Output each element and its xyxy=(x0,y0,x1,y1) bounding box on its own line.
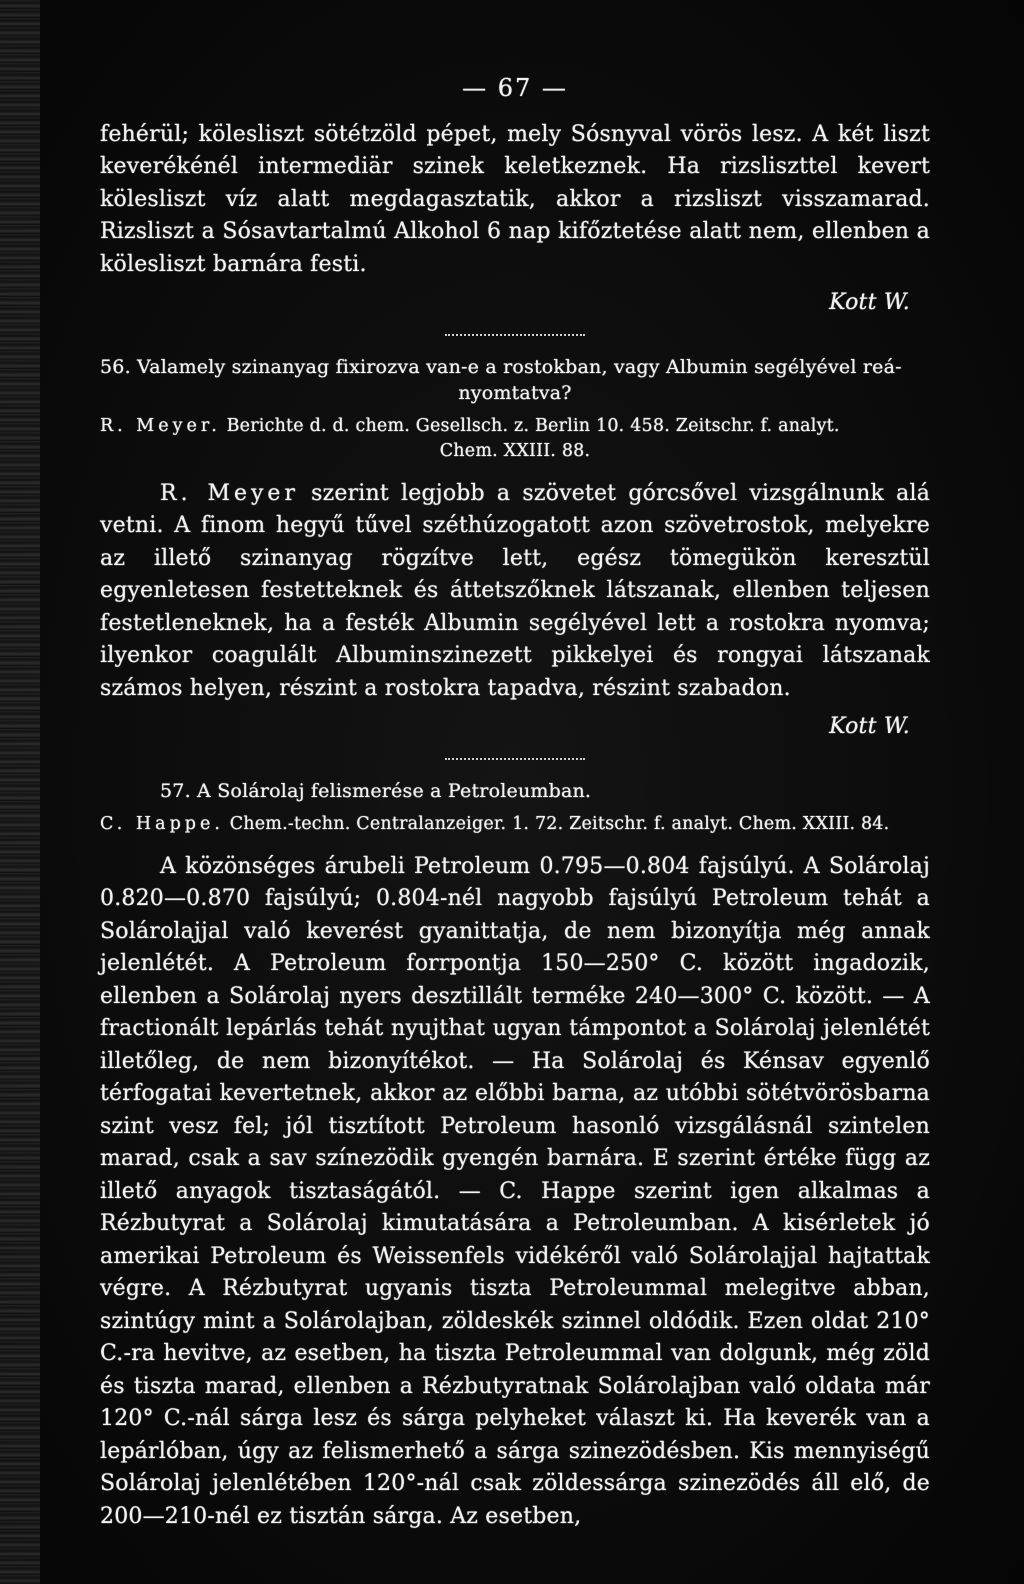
entry-56-body xyxy=(100,478,930,706)
paragraph-continuation: fehérül; kölesliszt sötétzöld pépet, mely Sósnyval vörös lesz. A két liszt keverékénél intermediär szinek keletkeznek. Ha rizsliszttel kevert kölesliszt víz alatt megdagasztatik, akkor a rizsliszt visszamarad. Rizsliszt a Sósavtartalmú Alkohol 6 nap kifőztetése alatt nem, ellenben a kölesliszt barnára festi. xyxy=(100,121,930,277)
author-signature: Kott W. xyxy=(829,290,910,315)
entry-56-ref-cont: Chem. XXIII. 88. xyxy=(439,440,591,461)
page-number-header: — 67 — xyxy=(462,74,568,102)
entry-57-reference xyxy=(100,812,930,837)
page-content xyxy=(100,72,930,1533)
entry-56-title-text: 56. Valamely szinanyag fixirozva van-e a rostokban, vagy Albumin segélyével reá- xyxy=(100,355,902,378)
entry-56-body-lead: R. Meyer xyxy=(160,480,299,506)
entry-56-signature: Kott W. xyxy=(829,714,910,739)
entry-56-body-text: szerint legjobb a szövetet górcsővel vizsgálnunk alá vetni. A finom hegyű tűvel széthúzogatott azon szövetrostok, melyekre az illető szinanyag rögzítve lett, egész tömegükön keresztül egyenletesen festetteknek és áttetszőknek látszanak, ellenben teljesen festetleneknek, ha a festék Albumin segélyével lett a rostokra nyomva; ilyenkor coagulált Albuminszinezett pikkelyei és rongyai látszanak számos helyen, részint a rostokra tapadva, részint szabadon. xyxy=(100,480,931,701)
section-divider-2 xyxy=(445,758,585,760)
entry-57-title: 57. A Solárolaj felismerése a Petroleumban. xyxy=(160,779,592,802)
entry-56-title xyxy=(100,354,930,406)
entry-56-ref-text: Berichte d. d. chem. Gesellsch. z. Berlin 10. 458. Zeitschr. f. analyt. xyxy=(226,415,840,436)
entry-56-title-cont: nyomtatva? xyxy=(458,381,572,404)
entry-57-ref-text: Chem.-techn. Centralanzeiger. 1. 72. Zeitschr. f. analyt. Chem. XXIII. 84. xyxy=(229,813,890,834)
entry-57-body: A közönséges árubeli Petroleum 0.795—0.804 fajsúlyú. A Solárolaj 0.820—0.870 fajsúlyú; 0.804-nél nagyobb fajsúlyú Petroleum tehát a Solárolajjal való keverést gyanittatja, de nem bizonyítja még annak jelenlétét. A Petroleum forrpontja 150—250° C. között ingadozik, ellenben a Solárolaj nyers desztillált terméke 240—300° C. között. — A fractionált lepárlás tehát nyujthat ugyan támpontot a Solárolaj jelenlétét illetőleg, de nem bizonyítékot. — Ha Solárolaj és Kénsav egyenlő térfogatai kevertetnek, akkor az előbbi barna, az utóbbi sötétvörösbarna szint vesz fel; jól tisztított Petroleum hasonló vizsgálásnál szintelen marad, csak a sav színezödik gyengén barnára. E szerint értéke függ az illető anyagok tisztaságától. — C. Happe szerint igen alkalmas a Rézbutyrat a Solárolaj kimutatására a Petroleumban. A kisérletek jó amerikai Petroleum és Weissenfels vidékéről való Solárolajjal hajtattak végre. A Rézbutyrat ugyanis tiszta Petroleummal melegitve abban, szintúgy mint a Solárolajban, zöldeskék szinnel oldódik. Ezen oldat 210° C.-ra hevitve, az esetben, ha tiszta Petroleummal van dolgunk, még zöld és tiszta marad, ellenben a Rézbutyratnak Solárolajban való oldata már 120° C.-nál sárga lesz és sárga pelyheket választ ki. Ha keverék van a lepárlóban, úgy az felismerhető a sárga szinezödésben. Kis mennyiségű Solárolaj jelenlétében 120°-nál csak zöldessárga szinezödés áll elő, de 200—210-nél ez tisztán sárga. Az esetben, xyxy=(100,853,930,1529)
page-edge-shadow xyxy=(0,0,40,1584)
entry-56-reference xyxy=(100,414,930,464)
entry-57-ref-author: C. Happe. xyxy=(100,813,224,834)
section-divider xyxy=(445,334,585,336)
entry-56-ref-author: R. Meyer. xyxy=(100,415,221,436)
